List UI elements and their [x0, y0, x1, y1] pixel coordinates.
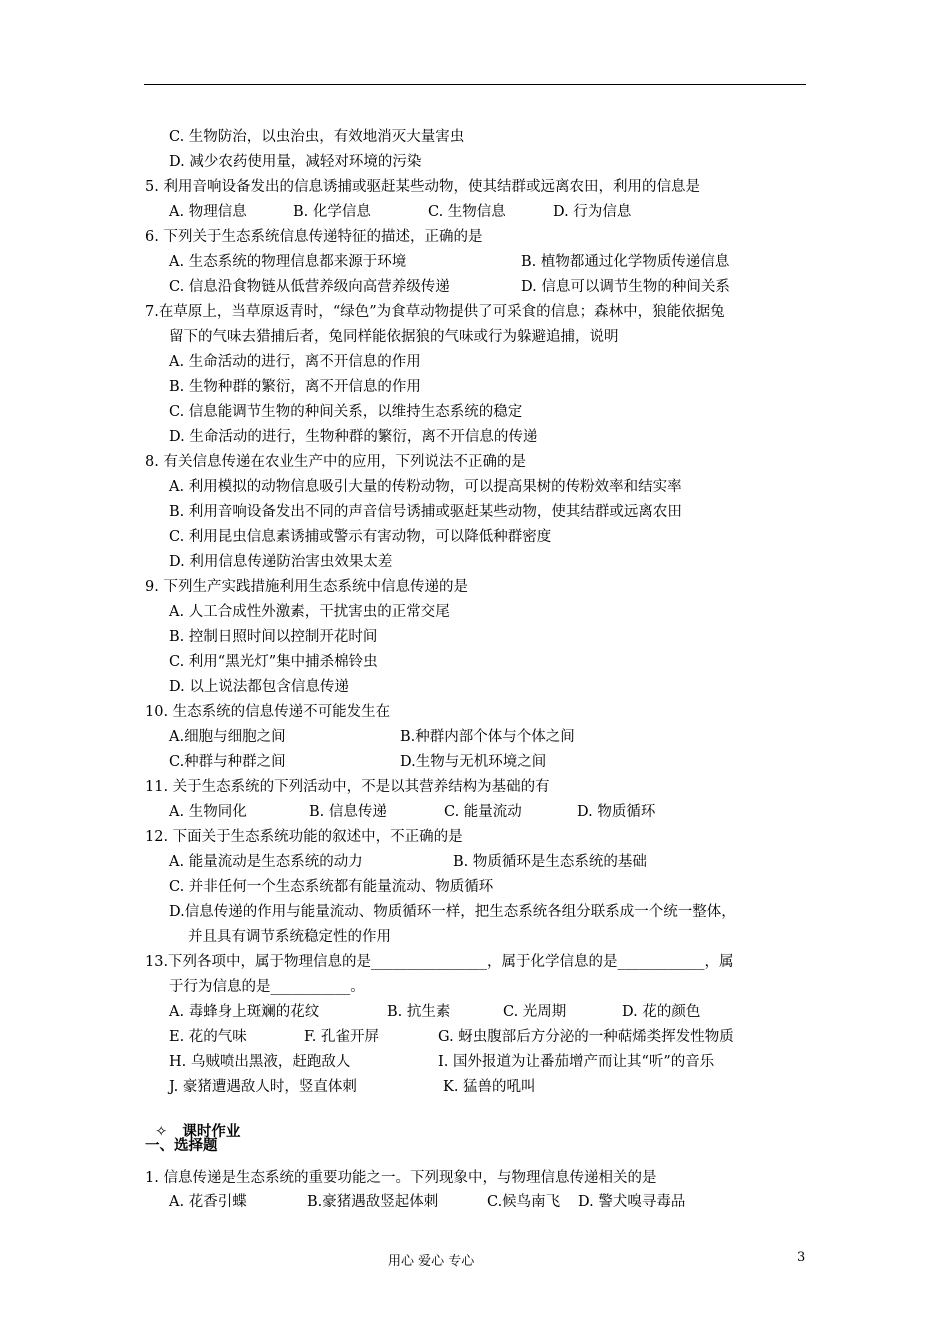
option-d: D.生物与无机环境之间 [400, 754, 547, 770]
option-d-cont: 并且具有调节系统稳定性的作用 [188, 929, 391, 945]
option-d: D. 警犬嗅寻毒品 [578, 1194, 686, 1210]
question-13-options [0, 1077, 950, 1097]
option-a: A. 利用模拟的动物信息吸引大量的传粉动物，可以提高果树的传粉效率和结实率 [169, 479, 682, 495]
option-b: B. 生物种群的繁衍，离不开信息的作用 [169, 379, 421, 395]
option-d: D. 花的颜色 [622, 1004, 701, 1020]
option-i: I. 国外报道为让番茄增产而让其“听”的音乐 [438, 1054, 715, 1070]
option-g: G. 蚜虫腹部后方分泌的一种萜烯类挥发性物质 [438, 1029, 734, 1045]
question-5-options [0, 202, 950, 222]
option-h: H. 乌贼喷出黑液，赶跑敌人 [169, 1054, 351, 1070]
option-e: E. 花的气味 [169, 1029, 247, 1045]
option-d: D. 以上说法都包含信息传递 [169, 679, 349, 695]
option-c: C. 信息沿食物链从低营养级向高营养级传递 [169, 279, 450, 295]
question-10-options [0, 727, 950, 747]
question-13-cont: 于行为信息的是___________。 [169, 979, 365, 995]
option-a: A. 生物同化 [169, 804, 247, 820]
homework-question-1: 1. 信息传递是生态系统的重要功能之一。下列现象中，与物理信息传递相关的是 [145, 1170, 657, 1186]
question-11: 11. 关于生态系统的下列活动中，不是以其营养结构为基础的有 [145, 779, 550, 795]
option-a: A. 生命活动的进行，离不开信息的作用 [169, 354, 421, 370]
option-c: C. 利用“黑光灯”集中捕杀棉铃虫 [169, 654, 378, 670]
option-b: B. 信息传递 [309, 804, 387, 820]
question-12: 12. 下面关于生态系统功能的叙述中，不正确的是 [145, 829, 463, 845]
option-b: B.豪猪遇敌竖起体刺 [307, 1194, 439, 1210]
question-10: 10. 生态系统的信息传递不可能发生在 [145, 704, 391, 720]
option-b: B. 利用音响设备发出不同的声音信号诱捕或驱赶某些动物，使其结群或远离农田 [169, 504, 682, 520]
option-c: C.候鸟南飞 [487, 1194, 561, 1210]
question-5: 5. 利用音响设备发出的信息诱捕或驱赶某些动物，使其结群或远离农田，利用的信息是 [145, 179, 700, 195]
question-7-cont: 留下的气味去猎捕后者，兔同样能依据狼的气味或行为躲避追捕，说明 [169, 329, 619, 345]
option-j: J. 豪猪遭遇敌人时，竖直体刺 [169, 1079, 357, 1095]
question-11-options [0, 802, 950, 822]
option-b: B.种群内部个体与个体之间 [400, 729, 575, 745]
option-c: C. 光周期 [503, 1004, 567, 1020]
question-13-options [0, 1002, 950, 1022]
question-6: 6. 下列关于生态系统信息传递特征的描述，正确的是 [145, 229, 483, 245]
option-b: B. 控制日照时间以控制开花时间 [169, 629, 378, 645]
option-c: C. 并非任何一个生态系统都有能量流动、物质循环 [169, 879, 494, 895]
question-13-options [0, 1052, 950, 1072]
option-d: D. 物质循环 [577, 804, 656, 820]
option-c: C. 能量流动 [444, 804, 522, 820]
option-c: C. 生物信息 [428, 204, 506, 220]
question-7: 7.在草原上，当草原返青时，“绿色”为食草动物提供了可采食的信息；森林中，狼能依据兔 [145, 304, 725, 320]
question-9: 9. 下列生产实践措施利用生态系统中信息传递的是 [145, 579, 468, 595]
option-line: D. 减少农药使用量，减轻对环境的污染 [169, 154, 422, 170]
question-8: 8. 有关信息传递在农业生产中的应用，下列说法不正确的是 [145, 454, 526, 470]
option-f: F. 孔雀开屏 [304, 1029, 380, 1045]
option-a: A. 花香引蝶 [169, 1194, 247, 1210]
option-a: A. 生态系统的物理信息都来源于环境 [169, 254, 407, 270]
page-number: 3 [797, 1250, 806, 1265]
footer-text: 用心 爱心 专心 [388, 1254, 475, 1269]
option-d: D. 生命活动的进行，生物种群的繁衍，离不开信息的传递 [169, 429, 538, 445]
option-c: C.种群与种群之间 [169, 754, 286, 770]
option-d: D.信息传递的作用与能量流动、物质循环一样，把生态系统各组分联系成一个统一整体， [169, 904, 736, 920]
diamond-bullet-icon: ✧ [155, 1124, 168, 1140]
question-12-options [0, 852, 950, 872]
option-d: D. 行为信息 [553, 204, 632, 220]
option-k: K. 猛兽的吼叫 [443, 1079, 536, 1095]
option-a: A.细胞与细胞之间 [169, 729, 286, 745]
option-a: A. 物理信息 [169, 204, 247, 220]
option-a: A. 毒蜂身上斑斓的花纹 [169, 1004, 320, 1020]
option-d: D. 信息可以调节生物的种间关系 [521, 279, 730, 295]
option-a: A. 能量流动是生态系统的动力 [169, 854, 363, 870]
question-13-options [0, 1027, 950, 1047]
question-13: 13.下列各项中，属于物理信息的是________________，属于化学信息的是____________，属 [145, 954, 734, 970]
question-10-options [0, 752, 950, 772]
homework-title: 课时作业 [182, 1124, 241, 1140]
header-rule [144, 84, 806, 85]
question-6-options [0, 252, 950, 272]
option-b: B. 化学信息 [293, 204, 371, 220]
option-d: D. 利用信息传递防治害虫效果太差 [169, 554, 393, 570]
section-heading: 一、选择题 [145, 1138, 218, 1154]
option-b: B. 植物都通过化学物质传递信息 [521, 254, 730, 270]
question-6-options [0, 277, 950, 297]
option-c: C. 信息能调节生物的种间关系，以维持生态系统的稳定 [169, 404, 523, 420]
homework-question-1-options [0, 1192, 950, 1212]
option-b: B. 抗生素 [387, 1004, 451, 1020]
option-line: C. 生物防治，以虫治虫，有效地消灭大量害虫 [169, 129, 465, 145]
option-c: C. 利用昆虫信息素诱捕或警示有害动物，可以降低种群密度 [169, 529, 552, 545]
option-b: B. 物质循环是生态系统的基础 [453, 854, 647, 870]
option-a: A. 人工合成性外激素，干扰害虫的正常交尾 [169, 604, 450, 620]
